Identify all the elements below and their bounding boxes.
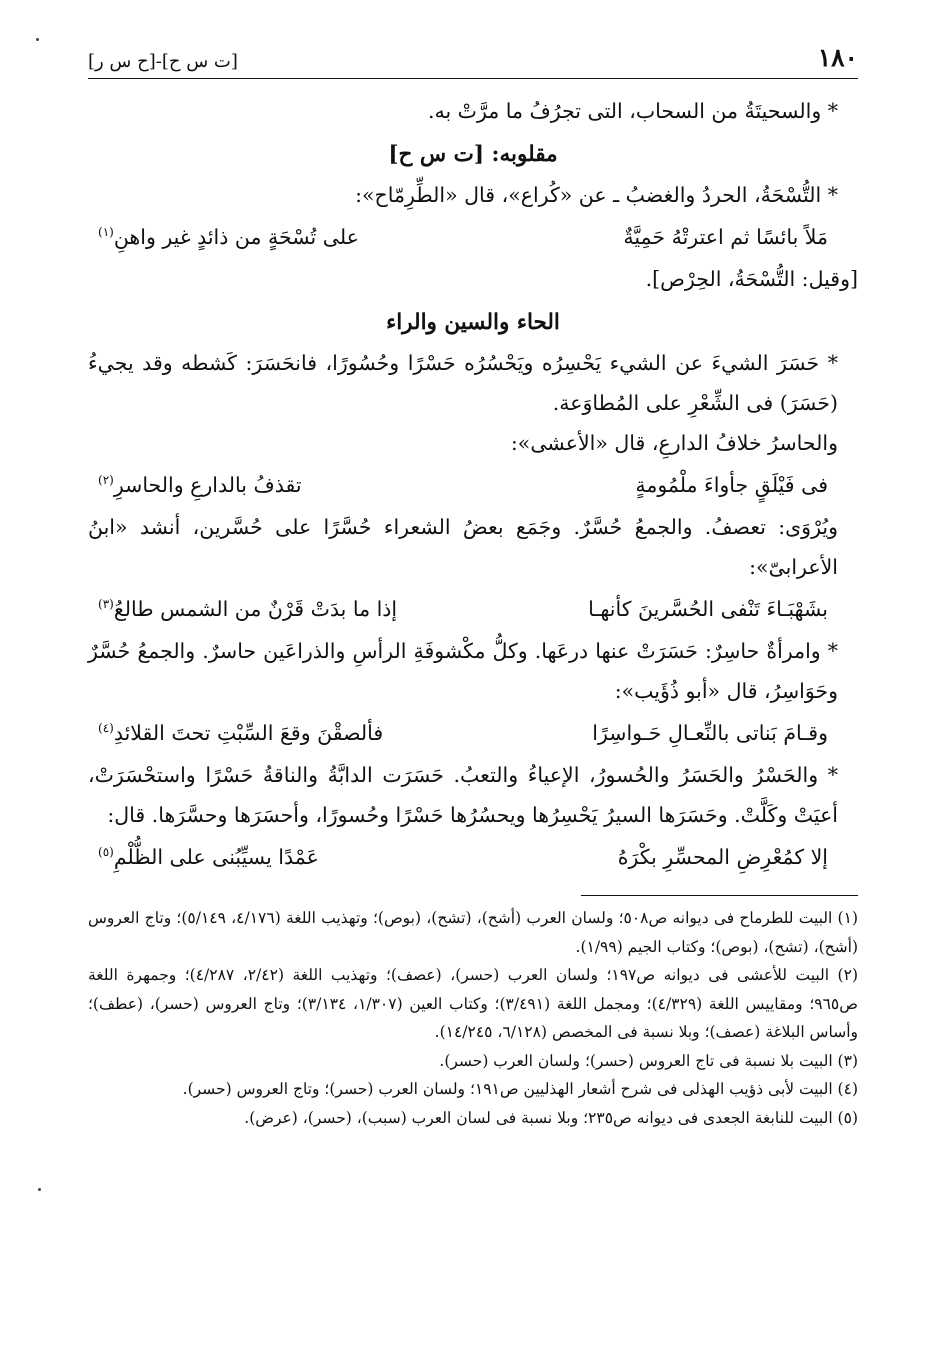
scan-speck bbox=[36, 38, 39, 41]
verse-first-hemistich: بشَهْبَـاءَ تَنْفى الحُسَّرينَ كأنهـا bbox=[588, 597, 828, 621]
footnote: (٣) البيت بلا نسبة فى تاج العروس (حسر)؛ ولسان العرب (حسر). bbox=[439, 1051, 858, 1070]
footnote-marker: (٢) bbox=[98, 473, 114, 488]
paragraph: * التُّسْحَةُ، الحردُ والغضبُ ـ عن «كُراع»، قال «الطِّرِمّاح»: bbox=[355, 183, 838, 207]
footnote-marker: (٣) bbox=[98, 597, 114, 612]
footnote: (١) البيت للطرماح فى ديوانه ص٥٠٨؛ ولسان العرب (أشح)، (تشح)، (بوص)؛ وتهذيب اللغة (٤/١٧٦، ٥/١٤٩)؛ وتاج العروس (أشح)، (تشح)، (بوص)؛ وكتاب الجيم (١/٩٩). bbox=[88, 909, 858, 956]
section-heading: الحاء والسين والراء bbox=[386, 310, 560, 335]
verse-line bbox=[88, 589, 858, 629]
verse-line bbox=[88, 713, 858, 753]
footnote: (٥) البيت للنابغة الجعدى فى ديوانه ص٢٣٥؛ وبلا نسبة فى لسان العرب (سبب)، (حسر)، (عرض). bbox=[244, 1108, 858, 1127]
paragraph: ويُرْوَى: تعصفُ. والجمعُ حُسَّرٌ. وجَمَع بعضُ الشعراء حُسَّرًا على حُسَّرين، أنشد «ابنُ الأعرابىّ»: bbox=[88, 515, 838, 579]
footnote-divider bbox=[581, 895, 858, 896]
verse-first-hemistich: وقـامَ بَناتى بالنِّعـالِ حَـواسِرًا bbox=[592, 721, 828, 745]
paragraph: والحاسرُ خلافُ الدارعِ، قال «الأعشى»: bbox=[510, 431, 838, 455]
running-head: [ت س ح]-[ح س ر] bbox=[88, 51, 238, 72]
verse-first-hemistich: مَلاً بائسًا ثم اعترتْهُ حَمِيَّةٌ bbox=[623, 225, 828, 249]
paragraph: * حَسَرَ الشيءَ عن الشيء يَحْسِرُه ويَحْسُرُه حَسْرًا وحُسُورًا، فانحَسَرَ: كَشطه وقد يجيءُ (حَسَرَ) فى الشِّعْرِ على المُطاوَعة. bbox=[88, 351, 838, 415]
hemistich-text: إذا ما بدَتْ قَرْنٌ من الشمس طالعُ bbox=[113, 597, 398, 621]
footnotes bbox=[88, 904, 858, 1132]
hemistich-text: عَمْدًا يسيِّبُنى على الظُّلْمِ bbox=[113, 845, 319, 869]
verse-second-hemistich bbox=[98, 713, 383, 753]
verse-line bbox=[88, 217, 858, 257]
footnote-marker: (١) bbox=[98, 225, 114, 240]
paragraph: * والسحيتَةُ من السحاب، التى تجرُفُ ما مرَّتْ به. bbox=[427, 99, 838, 123]
paragraph: * وامرأةٌ حاسِرٌ: حَسَرَتْ عنها درعَها. وكلُّ مكْشوفَةِ الرأسِ والذراعَين حاسرٌ. والجمعُ حُسَّرٌ وحَوَاسِرُ، قال «أبو ذُؤَيب»: bbox=[88, 639, 838, 703]
main-text bbox=[88, 91, 858, 877]
footnote: (٤) البيت لأبى ذؤيب الهذلى فى شرح أشعار الهذليين ص١٩١؛ ولسان العرب (حسر)؛ وتاج العروس (حسر). bbox=[182, 1080, 858, 1098]
footnote-marker: (٥) bbox=[98, 845, 114, 860]
verse-first-hemistich: فى فَيْلَقٍ جأواءَ ملْمُومةٍ bbox=[635, 473, 828, 497]
footnote-marker: (٤) bbox=[98, 721, 114, 736]
verse-line bbox=[88, 837, 858, 877]
verse-second-hemistich bbox=[98, 465, 302, 505]
verse-first-hemistich: إلا كمُعْرِضِ المحسِّرِ بكْرَهُ bbox=[617, 845, 828, 869]
verse-second-hemistich bbox=[98, 589, 397, 629]
verse-second-hemistich bbox=[98, 217, 359, 257]
hemistich-text: تقذفُ بالدارعِ والحاسرِ bbox=[113, 473, 302, 497]
footnote: (٢) البيت للأعشى فى ديوانه ص١٩٧؛ ولسان العرب (حسر)، (عصف)؛ وتهذيب اللغة (٢/٤٢، ٤/٢٨٧)؛ وجمهرة اللغة ص٩٦٥؛ ومقاييس اللغة (٤/٣٢٩)؛ ومجمل اللغة (٣/٤٩١)؛ وكتاب العين (١/٣٠٧، ٣/١٣٤)؛ وتاج العروس (حسر)، (عطف)؛ وأساس البلاغة (عصف)؛ وبلا نسبة فى المخصص (٦/١٢٨، ١٤/٢٤٥). bbox=[88, 966, 858, 1041]
page-number: ١٨٠ bbox=[817, 43, 858, 72]
scan-speck bbox=[38, 1188, 41, 1191]
section-heading: مقلوبه: [ت س ح] bbox=[388, 142, 558, 167]
verse-second-hemistich bbox=[98, 837, 319, 877]
paragraph: * والحَسْرُ والحَسَرُ والحُسورُ، الإعياءُ والتعبُ. حَسَرَت الدابَّةُ والناقةُ حَسْرًا واستحْسَرَتْ، أعيَتْ وكَلَّتْ. وحَسَرَها السيرُ يَحْسِرُها ويحسُرُها حَسْرًا وحُسورًا، وأحسَرَها وحسَّرَها. قال: bbox=[88, 763, 838, 827]
page-header bbox=[88, 34, 858, 79]
verse-line bbox=[88, 465, 858, 505]
paragraph: [وقيل: التُّسْحَةُ، الحِرْص]. bbox=[645, 267, 858, 291]
hemistich-text: على تُسْحَةٍ من ذائدٍ غير واهنِ bbox=[113, 225, 359, 249]
hemistich-text: فألصقْنَ وقعَ السِّبْتِ تحتَ القلائدِ bbox=[113, 721, 384, 745]
